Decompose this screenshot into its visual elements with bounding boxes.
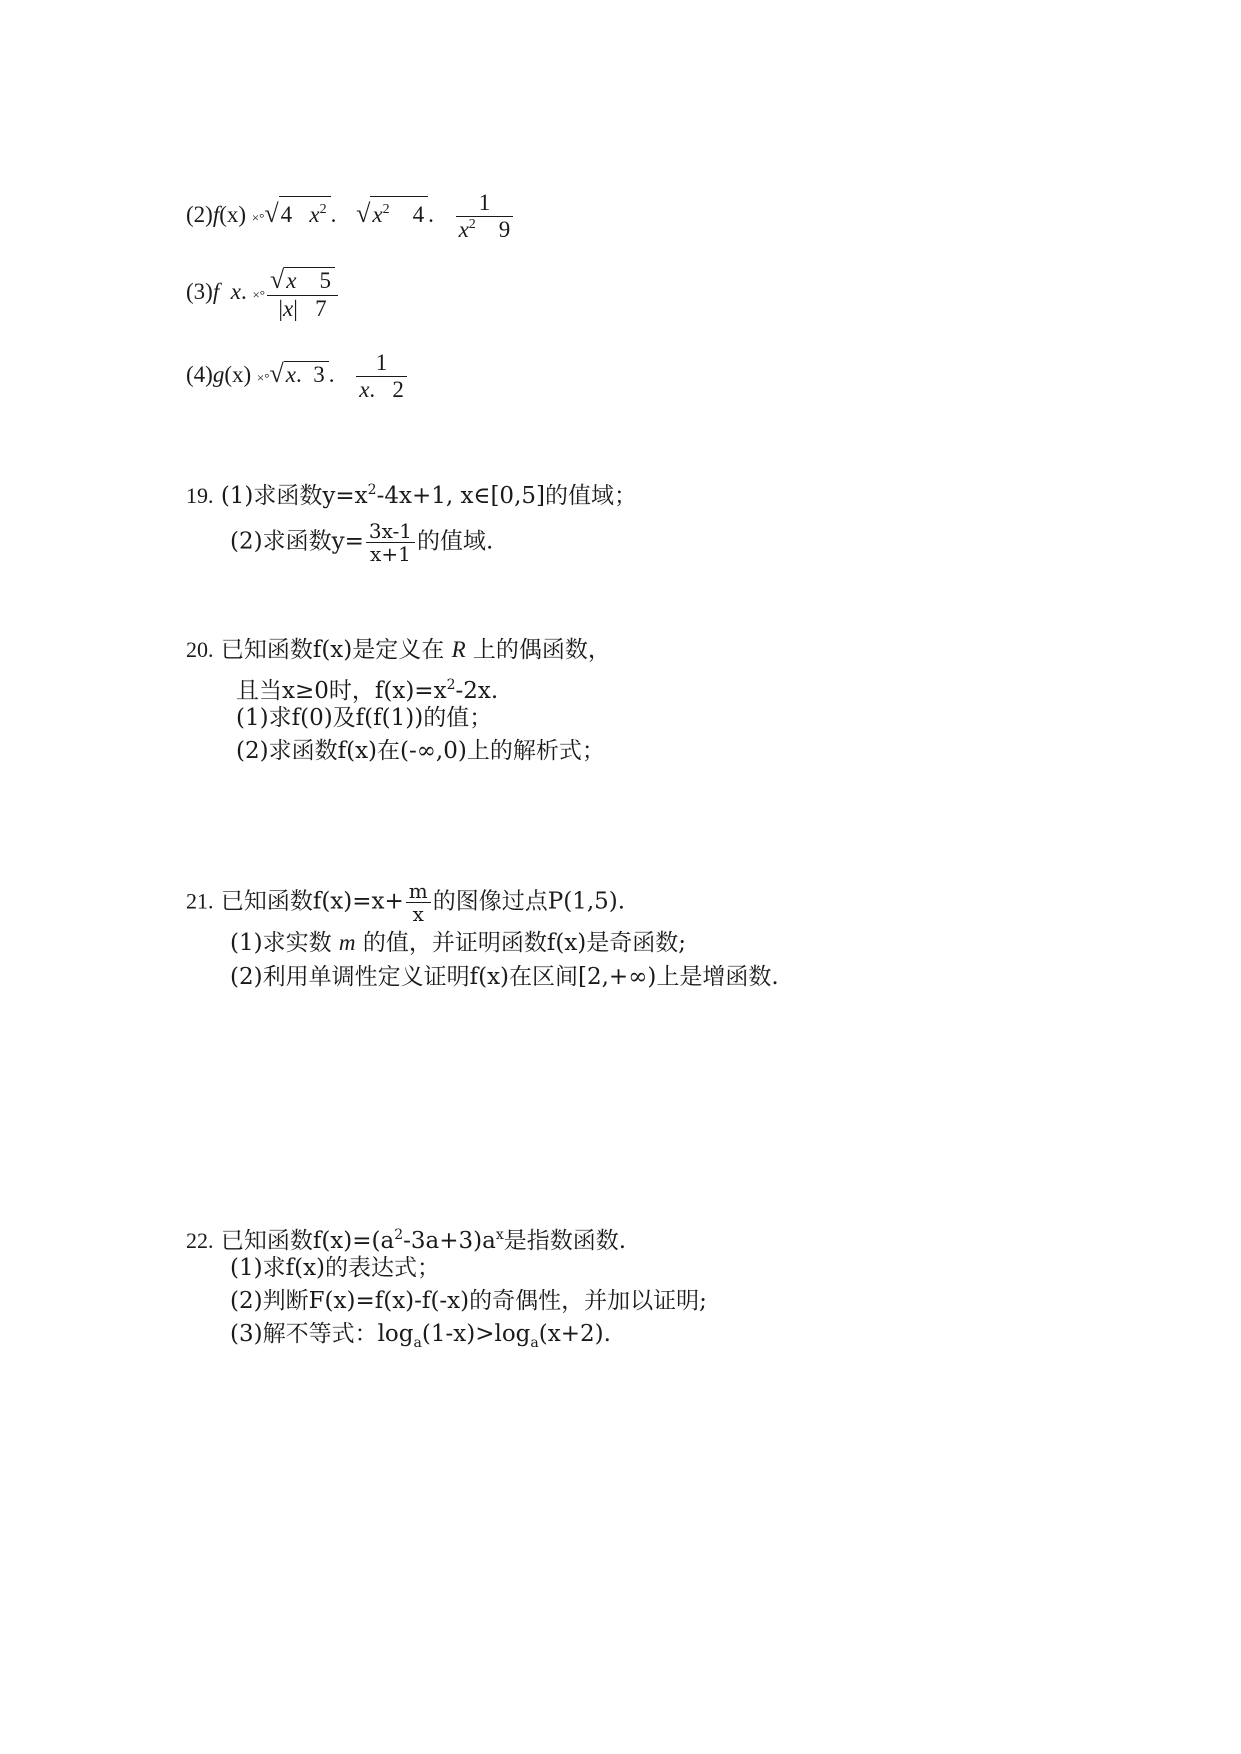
q20-part2: (2)求函数f(x)在(-∞,0)上的解析式； (236, 738, 605, 764)
text: -3a+3)a (403, 1228, 496, 1254)
radicand-term: 5 (319, 268, 331, 293)
text: 已知函数f(x)是定义在 (220, 637, 452, 663)
question-21 (186, 880, 625, 925)
question-number: 19. (186, 483, 214, 508)
radicand-var: x (285, 361, 296, 387)
func-arg: (x) (224, 361, 252, 387)
text: -4x+1, x∈[0,5]的值域； (376, 483, 637, 509)
garbled-mark: ×° (251, 209, 265, 225)
denominator: x+1 (366, 542, 415, 565)
numerator: 1 (478, 190, 491, 215)
radicand-term: 3 (313, 361, 325, 387)
denominator: x. 2 (356, 376, 407, 403)
q21-part1 (230, 928, 686, 958)
text: 的图像过点P(1,5). (432, 888, 626, 915)
q18-part2: (2)f(x) ×°√4 $x^2$ . $√x^2$ 4 . $\frac{1}{x^2 9}$ (186, 190, 515, 243)
text: 的值域. (417, 528, 494, 555)
garbled-mark: ×° (256, 369, 270, 385)
q19-part2 (230, 520, 493, 565)
func-name: f (212, 278, 220, 304)
numerator: m (408, 879, 428, 903)
func-arg: (x) (219, 201, 247, 227)
den-var: x (458, 217, 469, 242)
radicand-term: 4 (412, 201, 425, 227)
question-20 (186, 635, 611, 665)
exponent: x (495, 1227, 504, 1243)
text: 且当x≥0时，f(x)=x (236, 678, 447, 704)
text: -2x. (455, 678, 499, 704)
exponent: 2 (468, 217, 476, 232)
fraction (406, 880, 431, 925)
question-22 (186, 1220, 626, 1256)
q19-part1 (221, 483, 637, 509)
text: 的值，并证明函数f(x)是奇函数; (355, 930, 687, 956)
question-19 (186, 475, 637, 511)
radical-sign: √ (269, 265, 285, 294)
exponent: 2 (394, 1227, 404, 1243)
q22-part1: (1)求f(x)的表达式； (230, 1255, 441, 1281)
radicand (284, 267, 335, 294)
radical-sign: √ (269, 358, 284, 388)
text: (1)求实数 (230, 930, 339, 956)
q20-line2 (236, 670, 498, 706)
radicand-1 (279, 196, 331, 228)
radicand-term: 4 (280, 201, 293, 227)
question-number: 22. (186, 1228, 214, 1253)
func-name: f (212, 201, 220, 227)
text: 上的偶函数， (465, 637, 611, 663)
numerator: 1 (375, 350, 388, 375)
func-name: g (212, 361, 225, 387)
log-base: a (413, 1335, 422, 1351)
part-label: (2) (186, 201, 213, 227)
q18-part4: (4)g(x) ×°√x. 3 . $\frac{1}{x. 2}$ (186, 350, 409, 403)
text: (x+2). (538, 1321, 611, 1347)
radicand: x. 3 (284, 361, 329, 388)
numerator (267, 265, 338, 295)
text: 已知函数f(x)=x+ (220, 888, 404, 915)
question-number: 21. (186, 888, 214, 914)
fraction-3 (356, 350, 407, 403)
radicand-var: x (286, 268, 297, 293)
radical-sign-2: √ (356, 198, 371, 228)
text: (3)解不等式：log (230, 1321, 414, 1347)
den-var: x (282, 296, 294, 321)
fraction-1 (456, 190, 514, 243)
func-arg: x (230, 278, 241, 304)
variable-m: m (338, 930, 356, 955)
q22-part3 (230, 1319, 611, 1358)
fraction (366, 520, 415, 565)
part-label: (3) (186, 278, 213, 304)
den-term: 7 (315, 296, 327, 321)
den-term: 2 (392, 377, 404, 402)
text: 是指数函数. (503, 1228, 627, 1254)
exponent: 2 (367, 482, 377, 498)
denominator: x (406, 902, 431, 925)
exponent: 2 (446, 677, 456, 693)
garbled-mark: ×° (252, 286, 265, 302)
exponent: 2 (319, 201, 327, 217)
text: (2)求函数y= (230, 528, 364, 555)
denominator: |x| 7 (267, 295, 338, 322)
radicand-2 (370, 196, 428, 228)
text: (1-x)>log (421, 1321, 531, 1347)
radical-sign-1: √ (264, 198, 279, 228)
radicand-var: x (309, 201, 320, 227)
exponent: 2 (382, 201, 390, 217)
q20-part1: (1)求f(0)及f(f(1))的值； (236, 705, 493, 731)
set-symbol: R (451, 637, 466, 662)
den-term: 9 (498, 217, 511, 242)
question-number: 20. (186, 637, 214, 662)
fraction-2 (267, 265, 338, 322)
part-label: (4) (186, 361, 213, 387)
q22-part2: (2)判断F(x)=f(x)-f(-x)的奇偶性，并加以证明; (230, 1288, 707, 1314)
text: (1)求函数y=x (220, 483, 368, 509)
denominator (456, 216, 514, 243)
den-var: x (359, 377, 370, 402)
numerator: 3x-1 (368, 519, 412, 543)
text: 已知函数f(x)=(a (220, 1228, 395, 1254)
q18-part3: (3)f x. ×° $\frac{√x 5}{|x| 7}$ (186, 265, 340, 322)
q21-part2: (2)利用单调性定义证明f(x)在区间[2,+∞)上是增函数. (230, 964, 779, 990)
radicand-var: x (372, 201, 383, 227)
log-base: a (530, 1335, 539, 1351)
